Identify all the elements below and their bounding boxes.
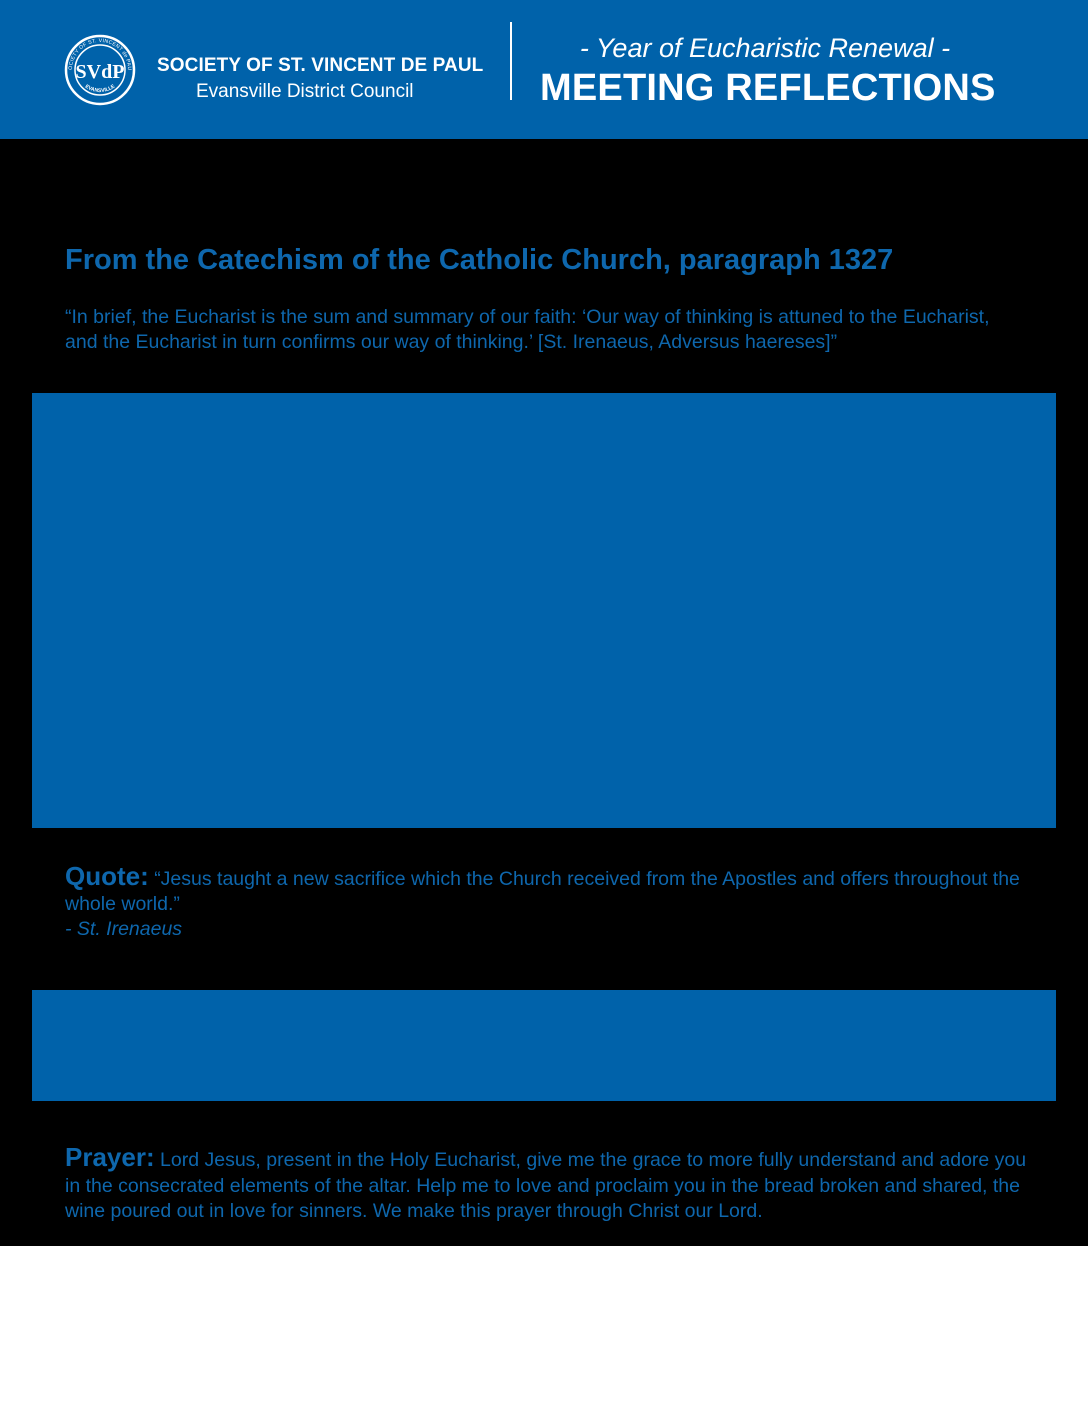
prayer-text: Lord Jesus, present in the Holy Eucharist, give me the grace to more fully understand and adore you in the consecrated elements of the altar. Help me to love and proclaim you in the bread broken and shared, the wine poured out in love for sinners. We make this prayer through Christ our Lord. [65, 1149, 1027, 1222]
org-subtitle: Evansville District Council [196, 81, 414, 102]
org-name: SOCIETY OF ST. VINCENT DE PAUL [157, 55, 484, 76]
prayer-label: Prayer: [65, 1145, 155, 1172]
header-banner [0, 0, 1088, 139]
catechism-text: “In brief, the Eucharist is the sum and summary of our faith: ‘Our way of thinking is attuned to the Eucharist, and the Eucharist in turn confirms our way of thinking.’ [St. Irenaeus, Adversus haereses]” [65, 306, 990, 353]
seal-monogram: SVdP [75, 61, 125, 83]
catechism-heading: From the Catechism of the Catholic Church, paragraph 1327 [65, 244, 894, 276]
svdp-seal-icon [62, 34, 140, 106]
page-title: MEETING REFLECTIONS [540, 67, 996, 109]
header-divider [510, 22, 512, 100]
quote-label: Quote: [65, 861, 149, 891]
discussion-panel [32, 990, 1056, 1101]
prayer-block [65, 1145, 1035, 1246]
series-subtitle: - Year of Eucharistic Renewal - [579, 33, 951, 63]
seal-ring-top: OCIETY OF ST. VINCENT de PAU [67, 37, 133, 71]
quote-block [65, 861, 1025, 942]
reflection-panel [32, 393, 1056, 828]
quote-attribution: - St. Irenaeus [65, 918, 183, 940]
seal-ring-bottom: EVANSVILLE [83, 83, 117, 95]
quote-text: “Jesus taught a new sacrifice which the Church received from the Apostles and offers throughout the whole world.” [65, 868, 1020, 915]
